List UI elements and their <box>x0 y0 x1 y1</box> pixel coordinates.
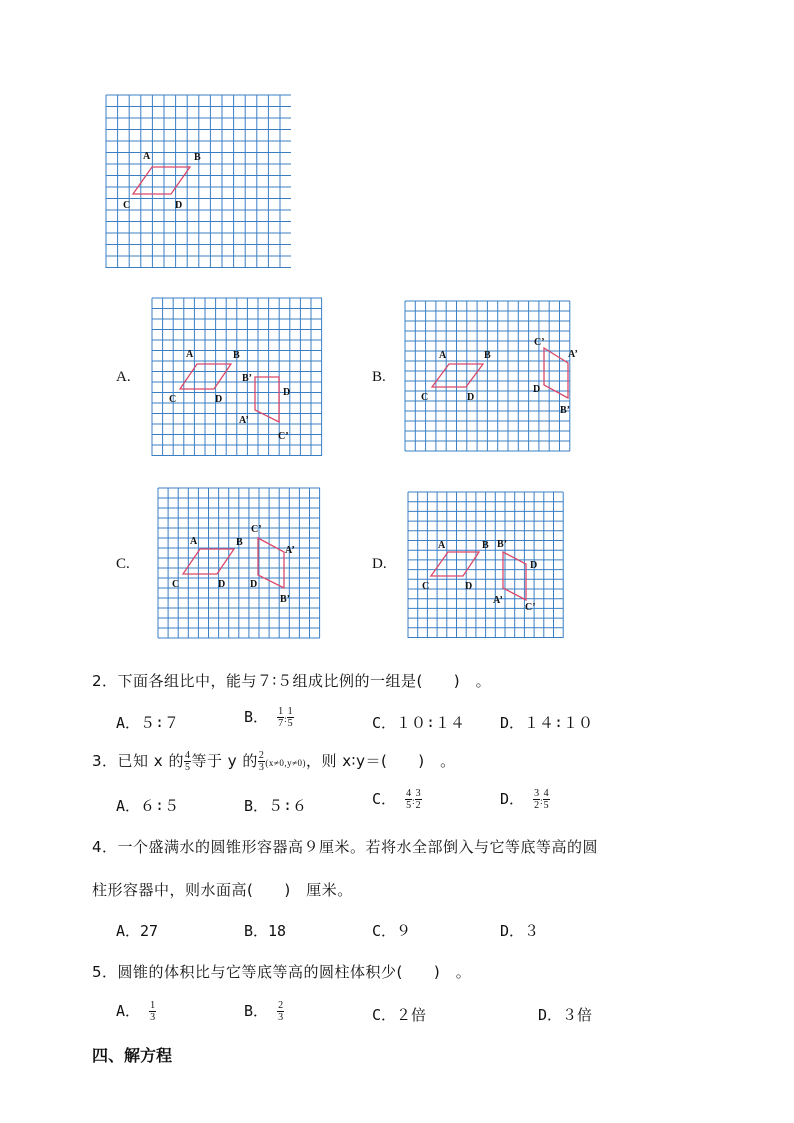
label-c-prime: C’ <box>534 337 545 348</box>
q2-b-f1-num: 1 <box>278 706 284 717</box>
q3-option-d[interactable] <box>500 788 550 811</box>
label-a-prime: A’ <box>568 349 578 360</box>
option-b-svg <box>405 301 578 451</box>
q3-option-c[interactable] <box>372 788 422 811</box>
q3-c-fraction-2 <box>415 788 422 811</box>
grid-lines <box>158 488 320 638</box>
label-b: B <box>236 537 243 548</box>
grid-lines <box>408 492 563 638</box>
option-c-svg <box>158 488 320 638</box>
q5-a-den: 3 <box>150 1012 156 1023</box>
rotated-parallelogram <box>255 377 279 422</box>
option-b-letter[interactable]: B. <box>372 369 386 385</box>
q2-b-f2-num: 1 <box>287 706 293 717</box>
q5-option-c[interactable]: C．２倍 <box>372 1006 427 1024</box>
label-d: D <box>175 200 183 211</box>
q5-option-a-prefix: A． <box>116 1002 141 1020</box>
label-b: B <box>484 350 491 361</box>
q2-option-a[interactable]: A．５∶７ <box>116 714 180 732</box>
question-4-line-1: 4．一个盛满水的圆锥形容器高９厘米。若将水全部倒入与它等底等高的圆 <box>92 838 599 856</box>
q3-c-f2-den: 2 <box>415 800 421 811</box>
q3-option-b[interactable]: B．５∶６ <box>244 797 308 815</box>
q3-d-f1-num: 3 <box>534 788 540 799</box>
parallelogram-abcd <box>431 552 479 576</box>
q4-option-c[interactable]: C．９ <box>372 922 412 940</box>
label-d: D <box>465 581 473 592</box>
q5-b-fraction <box>277 1000 284 1023</box>
q3-d-fraction-1 <box>533 788 540 811</box>
label-c: C <box>123 200 131 211</box>
q4-option-d[interactable]: D．３ <box>500 922 540 940</box>
label-a-prime: A’ <box>493 595 503 606</box>
parallelogram-abcd <box>133 167 190 194</box>
q3-c-f1-num: 4 <box>406 788 412 799</box>
q3-f1-den: 5 <box>184 762 191 773</box>
main-grid-svg <box>106 95 291 268</box>
grid-lines <box>405 301 570 451</box>
q3-d-fraction-2 <box>543 788 550 811</box>
option-a-letter[interactable]: A. <box>116 369 131 385</box>
label-a: A <box>439 350 447 361</box>
q3-d-f2-num: 4 <box>543 788 549 799</box>
q3-c-f1-den: 5 <box>406 800 412 811</box>
label-d: D <box>215 394 223 405</box>
q3-c-sep: : <box>412 796 415 806</box>
q5-b-num: 2 <box>278 1000 284 1011</box>
q2-b-sep: : <box>284 714 287 724</box>
q2-b-fraction-1 <box>277 706 284 729</box>
label-b-prime: B’ <box>497 539 507 550</box>
label-c: C <box>169 394 177 405</box>
q2-option-b-prefix: B． <box>244 708 269 726</box>
q5-a-fraction <box>149 1000 156 1023</box>
question-3 <box>92 750 456 773</box>
option-c-figure[interactable] <box>158 488 320 638</box>
label-c: C <box>422 581 430 592</box>
label-b: B <box>482 540 489 551</box>
option-c-letter[interactable]: C. <box>116 556 130 572</box>
label-c: C <box>421 392 429 403</box>
q3-d-f1-den: 2 <box>534 800 540 811</box>
rotated-parallelogram <box>258 538 284 588</box>
q2-b-f1-den: 7 <box>278 718 284 729</box>
option-d-letter[interactable]: D. <box>372 556 387 572</box>
label-b-prime: B’ <box>280 594 290 605</box>
option-a-figure[interactable] <box>152 298 322 456</box>
question-4-line-2: 柱形容器中，则水面高( ) 厘米。 <box>92 881 353 899</box>
q3-d-sep: : <box>540 796 543 806</box>
option-d-figure[interactable] <box>408 492 563 638</box>
label-d: D <box>218 579 226 590</box>
label-b: B <box>194 152 201 163</box>
label-d: D <box>467 392 475 403</box>
label-a: A <box>190 536 198 547</box>
q2-option-b[interactable] <box>244 706 294 729</box>
label-d-prime: D <box>530 560 538 571</box>
q4-option-b[interactable]: B．18 <box>244 922 287 940</box>
q2-option-c[interactable]: C．１０∶１４ <box>372 714 466 732</box>
q5-option-b-prefix: B． <box>244 1002 269 1020</box>
label-b-prime: B’ <box>560 405 570 416</box>
label-c: C <box>172 579 180 590</box>
q5-option-a[interactable] <box>116 1000 156 1023</box>
label-a: A <box>186 349 194 360</box>
q5-option-b[interactable] <box>244 1000 284 1023</box>
q3-part-2: 等于 y 的 <box>191 752 258 770</box>
q3-part-3: ，则 x∶y＝( ) 。 <box>306 752 456 770</box>
q3-option-d-prefix: D． <box>500 790 525 808</box>
q3-f1-num: 4 <box>184 750 191 761</box>
label-b: B <box>233 350 240 361</box>
label-c-prime: C’ <box>278 431 289 442</box>
option-a-svg <box>152 298 322 456</box>
q5-a-num: 1 <box>150 1000 156 1011</box>
q3-f2-num: 2 <box>258 750 265 761</box>
q2-b-f2-den: 5 <box>287 718 293 729</box>
q3-option-a[interactable]: A．６∶５ <box>116 797 180 815</box>
question-2: 2．下面各组比中，能与７∶５组成比例的一组是( ) 。 <box>92 672 492 690</box>
q3-part-1: 3．已知 x 的 <box>92 752 184 770</box>
q2-b-fraction-2 <box>287 706 294 729</box>
grid-lines <box>152 298 322 456</box>
q3-f2-den: 3 <box>258 762 265 773</box>
label-b-prime: B’ <box>242 373 252 384</box>
q3-option-c-prefix: C． <box>372 790 397 808</box>
parallelogram-abcd <box>432 364 483 387</box>
label-d-prime: D <box>283 387 291 398</box>
option-b-figure[interactable] <box>405 301 578 451</box>
label-c-prime: C’ <box>525 602 536 613</box>
q3-condition: (x≠0,y≠0) <box>265 758 307 768</box>
label-a: A <box>438 540 446 551</box>
question-5: 5．圆锥的体积比与它等底等高的圆柱体积少( ) 。 <box>92 963 472 981</box>
label-c-prime: C’ <box>251 524 262 535</box>
q3-d-f2-den: 5 <box>543 800 549 811</box>
main-grid-figure <box>106 95 291 268</box>
label-d-prime: D <box>533 384 541 395</box>
option-d-svg <box>408 492 563 638</box>
label-a-prime: A’ <box>239 415 249 426</box>
label-a-prime: A’ <box>285 545 295 556</box>
q5-option-d[interactable]: D．３倍 <box>538 1006 593 1024</box>
q2-option-d[interactable]: D．１４∶１０ <box>500 714 594 732</box>
q5-b-den: 3 <box>278 1012 284 1023</box>
q4-option-a[interactable]: A．27 <box>116 922 159 940</box>
label-a: A <box>143 151 151 162</box>
section-4-heading: 四、解方程 <box>92 1046 173 1065</box>
label-d-prime: D <box>250 579 258 590</box>
q3-c-f2-num: 3 <box>415 788 421 799</box>
q3-c-fraction-1 <box>405 788 412 811</box>
grid-lines <box>106 95 291 268</box>
